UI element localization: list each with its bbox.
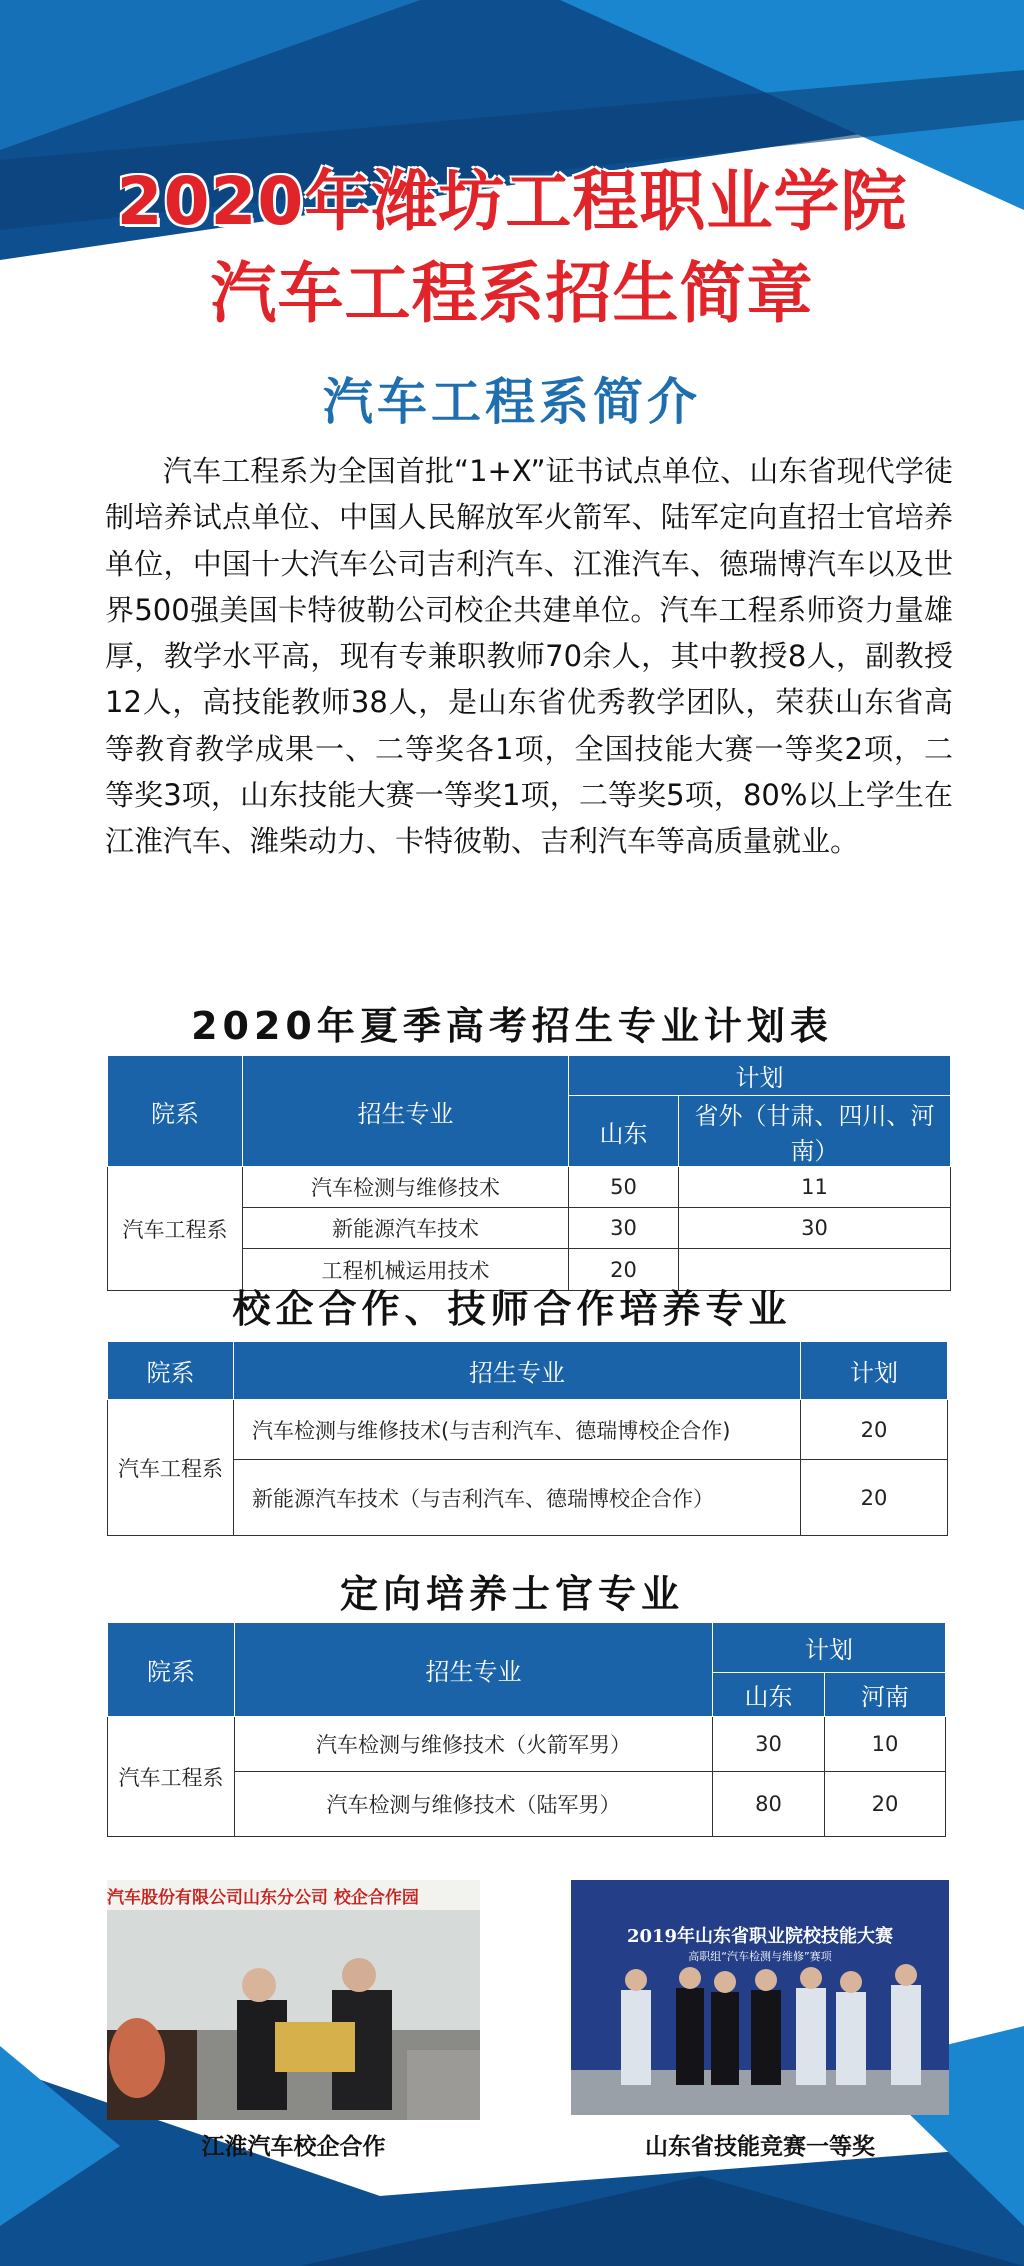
header-major: 招生专业 [235, 1623, 713, 1717]
header-shandong: 山东 [569, 1096, 679, 1167]
outside-cell: 11 [679, 1167, 951, 1208]
header-plan: 计划 [801, 1342, 948, 1400]
shandong-cell: 30 [569, 1208, 679, 1249]
header-plan: 计划 [713, 1623, 946, 1673]
cooperation-table [107, 1341, 948, 1536]
table3-title: 定向培养士官专业 [339, 1572, 684, 1616]
header-major: 招生专业 [243, 1056, 569, 1167]
header-shandong: 山东 [713, 1673, 825, 1717]
intro-paragraph: 汽车工程系为全国首批“1+X”证书试点单位、山东省现代学徒制培养试点单位、中国人民解放军火箭军、陆军定向直招士官培养单位，中国十大汽车公司吉利汽车、江淮汽车、德瑞博汽车以及世界500强美国卡特彼勒公司校企共建单位。汽车工程系师资力量雄厚，教学水平高，现有专兼职教师70余人，其中教授8人，副教授12人，高技能教师38人，是山东省优秀教学团队，荣获山东省高等教育教学成果一、二等奖各1项，全国技能大赛一等奖2项，二等奖3项，山东技能大赛一等奖1项，二等奖5项，80%以上学生在江淮汽车、潍柴动力、卡特彼勒、吉利汽车等高质量就业。 [105, 454, 953, 859]
shandong-cell: 80 [713, 1772, 825, 1837]
header-dept: 院系 [108, 1342, 234, 1400]
header-outside: 省外（甘肃、四川、河南） [679, 1096, 951, 1167]
cooperation-photo [107, 1880, 480, 2120]
major-cell: 汽车检测与维修技术（火箭军男） [235, 1717, 713, 1772]
admission-plan-table [107, 1055, 951, 1291]
main-title-line2: 汽车工程系招生简章 [210, 255, 814, 332]
header-major: 招生专业 [234, 1342, 801, 1400]
dept-cell: 汽车工程系 [108, 1717, 235, 1837]
table1-title: 2020年夏季高考招生专业计划表 [191, 1004, 833, 1048]
plan-cell: 20 [801, 1460, 948, 1536]
shandong-cell: 50 [569, 1167, 679, 1208]
competition-photo-illustration [571, 1880, 949, 2115]
photo1-banner-text: 汽车股份有限公司山东分公司 校企合作园 [107, 1888, 419, 1908]
major-cell: 汽车检测与维修技术 [243, 1167, 569, 1208]
major-cell: 汽车检测与维修技术（陆军男） [235, 1772, 713, 1837]
dept-cell: 汽车工程系 [108, 1167, 243, 1291]
outside-cell: 30 [679, 1208, 951, 1249]
competition-photo [571, 1880, 949, 2115]
header-dept: 院系 [108, 1056, 243, 1167]
major-cell: 汽车检测与维修技术(与吉利汽车、德瑞博校企合作) [234, 1400, 801, 1460]
header-henan: 河南 [825, 1673, 946, 1717]
main-title-line1: 2020年潍坊工程职业学院 [116, 163, 908, 240]
photo1-caption: 江淮汽车校企合作 [201, 2134, 386, 2160]
table2-title: 校企合作、技师合作培养专业 [232, 1287, 792, 1331]
shandong-cell: 20 [569, 1249, 679, 1291]
henan-cell: 10 [825, 1717, 946, 1772]
photo2-banner-subtitle: 高职组“汽车检测与维修”赛项 [688, 1950, 832, 1963]
major-cell: 工程机械运用技术 [243, 1249, 569, 1291]
header-plan: 计划 [569, 1056, 951, 1096]
section-subtitle: 汽车工程系简介 [323, 373, 701, 431]
header-dept: 院系 [108, 1623, 235, 1717]
photo2-banner-title: 2019年山东省职业院校技能大赛 [626, 1926, 894, 1947]
dept-cell: 汽车工程系 [108, 1400, 234, 1536]
henan-cell: 20 [825, 1772, 946, 1837]
plan-cell: 20 [801, 1400, 948, 1460]
photo2-caption: 山东省技能竞赛一等奖 [645, 2134, 875, 2160]
major-cell: 新能源汽车技术 [243, 1208, 569, 1249]
nco-training-table [107, 1622, 946, 1837]
shandong-cell: 30 [713, 1717, 825, 1772]
major-cell: 新能源汽车技术（与吉利汽车、德瑞博校企合作） [234, 1460, 801, 1536]
cooperation-photo-illustration [107, 1880, 480, 2120]
